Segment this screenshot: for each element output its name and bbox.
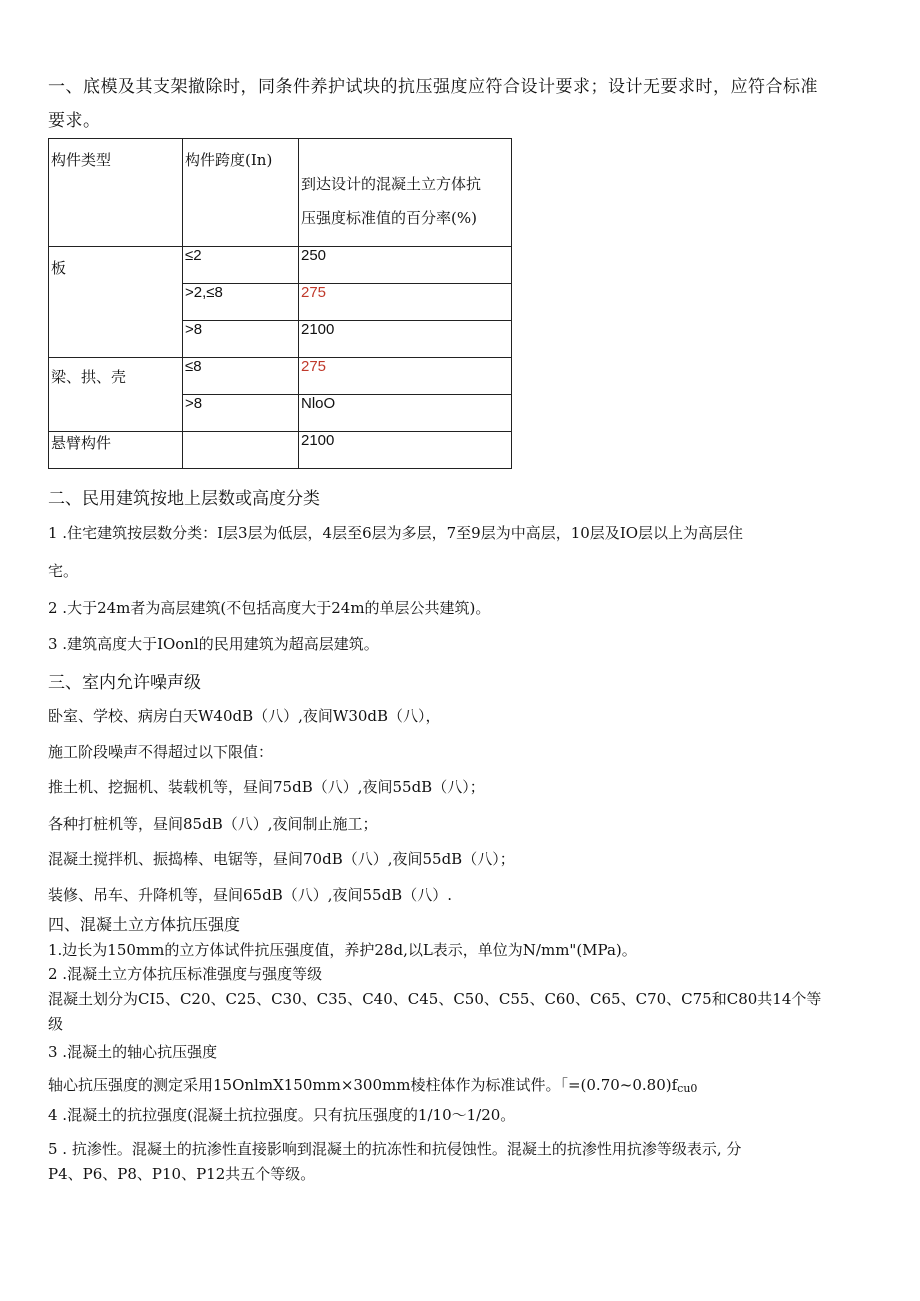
section4-line7: 4 .混凝土的抗拉强度(混凝土抗拉强度。只有抗压强度的1/10～1/20。 <box>48 1106 516 1124</box>
section3-line2: 施工阶段噪声不得超过以下限值： <box>48 743 274 761</box>
section4-line5: 3 .混凝土的轴心抗压强度 <box>48 1043 218 1061</box>
header-pct-line2: 压强度标准值的百分率(%) <box>301 209 477 227</box>
table-row <box>49 358 512 395</box>
table-row <box>49 247 512 284</box>
section4-line4: 级 <box>48 1015 64 1033</box>
header-pct-line1: 到达设计的混凝土立方体抗 <box>301 175 482 193</box>
cell-span: ≤2 <box>183 247 299 284</box>
section3-title: 三、室内允许噪声级 <box>48 673 201 693</box>
cell-span: ≤8 <box>183 358 299 395</box>
section2-item1-line1: 1 .住宅建筑按层数分类：I层3层为低层，4层至6层为多层，7至9层为中高层，10层及IO层以上为高层住 <box>48 524 744 542</box>
section2-item2: 2 .大于24m者为高层建筑(不包括高度大于24m的单层公共建筑)。 <box>48 599 491 617</box>
section4-line6 <box>48 1074 697 1095</box>
section3-line4: 各种打桩机等，昼间85dB（八）,夜间制止施工； <box>48 815 378 833</box>
section3-line5: 混凝土搅拌机、振捣棒、电锯等，昼间70dB（八）,夜间55dB（八）； <box>48 850 515 868</box>
cell-pct: 2100 <box>299 321 512 358</box>
section2-title: 二、民用建筑按地上层数或高度分类 <box>48 489 320 509</box>
section4-line9: P4、P6、P8、P10、P12共五个等级。 <box>48 1165 316 1183</box>
section3-line6: 装修、吊车、升降机等，昼间65dB（八）,夜间55dB（八）. <box>48 886 452 904</box>
table-row <box>49 432 512 469</box>
section4-title: 四、混凝土立方体抗压强度 <box>48 915 241 934</box>
cell-pct: 275 <box>299 358 512 395</box>
section2-item1-line2: 宅。 <box>48 562 79 580</box>
section4-line8: 5 . 抗渗性。混凝土的抗渗性直接影响到混凝土的抗冻性和抗侵蚀性。混凝土的抗渗性用抗渗等级表示, 分 <box>48 1140 742 1158</box>
header-pct <box>299 139 512 247</box>
section3-line3: 推土机、挖掘机、装载机等，昼间75dB（八）,夜间55dB（八）； <box>48 778 485 796</box>
section4-line2: 2 .混凝土立方体抗压标准强度与强度等级 <box>48 965 323 983</box>
section4-line3: 混凝土划分为CI5、C20、C25、C30、C35、C40、C45、C50、C55、C60、C65、C70、C75和C80共14个等 <box>48 990 822 1008</box>
cell-pct: NloO <box>299 395 512 432</box>
cell-type-beam: 梁、拱、壳 <box>49 358 183 432</box>
cell-type-cantilever: 悬臂构件 <box>49 432 183 469</box>
strength-table <box>48 138 512 469</box>
header-type: 构件类型 <box>49 139 183 247</box>
section1-line2: 要求。 <box>48 111 101 131</box>
cell-span: >8 <box>183 321 299 358</box>
section4-line6-subscript: cu0 <box>677 1082 698 1095</box>
section4-line6-text: 轴心抗压强度的测定采用15OnlmX150mm×300mm棱柱体作为标准试件。「=(0.70~0.80)f <box>48 1076 678 1094</box>
cell-pct: 2100 <box>299 432 512 469</box>
section4-line1: 1.边长为150mm的立方体试件抗压强度值，养护28d,以L表示，单位为N/mm"(MPa)。 <box>48 941 637 959</box>
section1-line1: 一、底模及其支架撤除时，同条件养护试块的抗压强度应符合设计要求；设计无要求时，应符合标准 <box>48 77 818 97</box>
cell-span: >8 <box>183 395 299 432</box>
header-span: 构件跨度(In) <box>183 139 299 247</box>
section3-line1: 卧室、学校、病房白天W40dB（八）,夜间W30dB（八）， <box>48 707 441 725</box>
table-header-row <box>49 139 512 247</box>
cell-pct: 275 <box>299 284 512 321</box>
cell-type-slab: 板 <box>49 247 183 358</box>
section2-item3: 3 .建筑高度大于IOonl的民用建筑为超高层建筑。 <box>48 635 379 653</box>
cell-span <box>183 432 299 469</box>
cell-span: >2,≤8 <box>183 284 299 321</box>
cell-pct: 250 <box>299 247 512 284</box>
